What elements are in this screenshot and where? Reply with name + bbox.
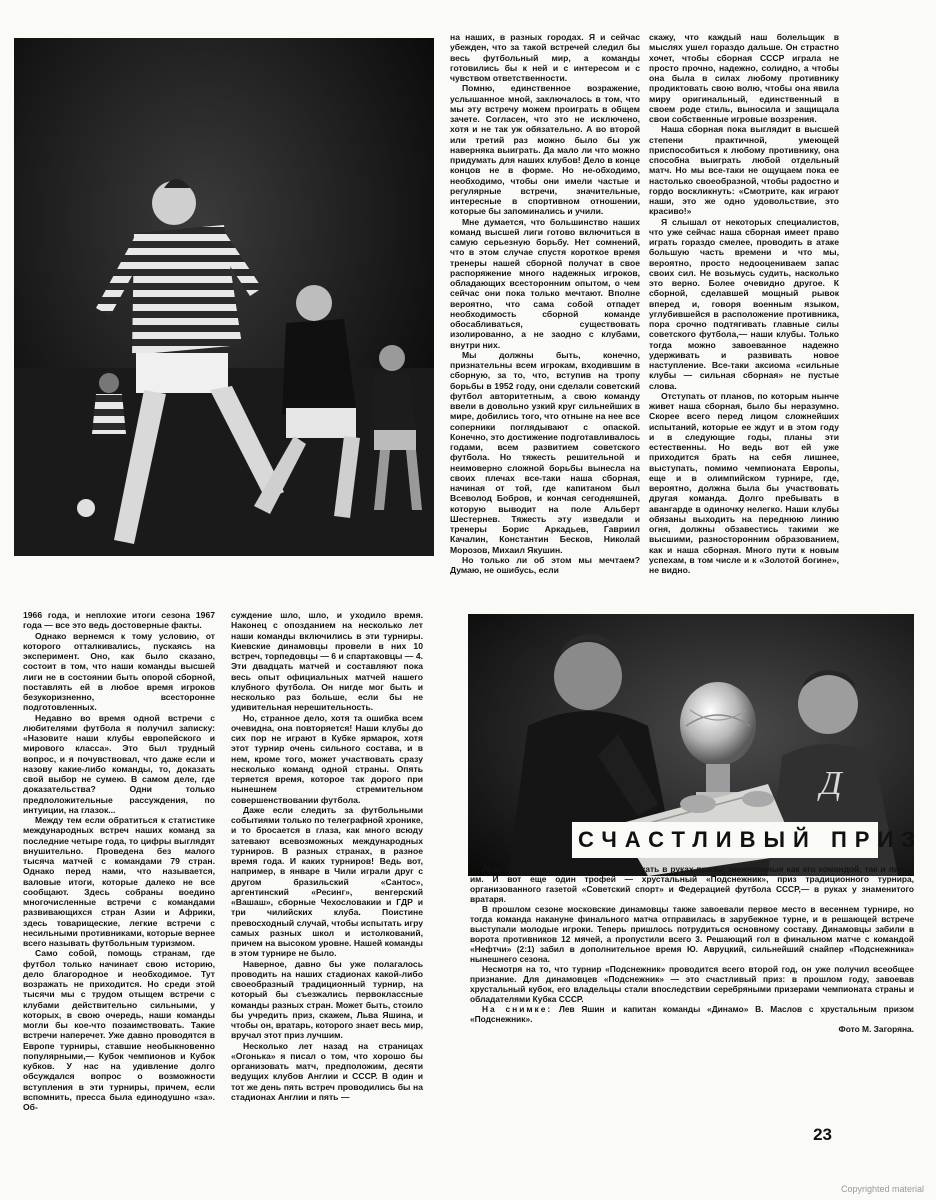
- paragraph: Несмотря на то, что турнир «Подснежник» проводится всего второй год, он уже получил всеобщее признание. Для динамовцев «Подснежник» — это счастливый приз: в прошлом году, завоевав хрустальный кубок, его владельцы стали впоследствии серебряными призерами чемпионата страны и обладателями Кубка СССР.: [470, 964, 914, 1004]
- caption-label: На снимке:: [482, 1004, 553, 1014]
- paragraph: Само собой, помощь странам, где футбол только начинает свою историю, дело благородное и необходимое. Тут возражать не приходится. Но среди этой тысячи мы с трудом отыщем встречи с клубами действительно сильными, у которых, в свою очередь, наши команды могли бы кое-что позаимствовать. Такие встречи наперечет. Уже давно проводятся в Европе турниры, ставшие необыкновенно популярными,— Кубок чемпионов и Кубок кубков. У нас на удивление долго обсуждался вопрос о возможности вступления в эти турниры, причем, если вспомнить, пресса была единодушно «за». Об-: [23, 948, 215, 1112]
- svg-text:Д: Д: [820, 765, 842, 802]
- football-match-photo: [14, 38, 434, 556]
- paragraph: Наверное, давно бы уже полагалось проводить на наших стадионах какой-либо своеобразный традиционный турнир, на который бы съезжались первоклассные команды разных стран. Может быть, стоило бы учредить приз, скажем, Льва Яшина, и чтобы он, вратарь, которого знает весь мир, вручал этот приз лучшим.: [231, 958, 423, 1041]
- paragraph: Между тем если обратиться к статистике международных встреч наших команд за последние четыре года, то цифры выглядят внушительно. Проведена без малого тысяча матчей с командами 79 стран. Однако перед нами, что называется, валовые итоги, которые далеко не все сообщают. Здесь собраны воедино многочисленные встречи с командами развивающихся стран Азии и Африки, здесь товарищеские, легкие встречи с несильными противниками, которые вернее всего называть футбольным туризмом.: [23, 815, 215, 948]
- paragraph: Но, странное дело, хотя та ошибка всем очевидна, она повторяется! Наши клубы до сих пор не играют в Кубке ярмарок, хотя этот турнир очень сильного состава, и в нем, кроме того, может участвовать сразу несколько команд одной страны. Опять теряется время, которое так дорого при нынешнем стремительном совершенствовании футбола.: [231, 712, 423, 805]
- photo-caption: [470, 1004, 914, 1024]
- paragraph: Однако вернемся к тому условию, от которого отталкивались, пускаясь на эксперимент. Оно, как было сказано, состоит в том, что наши команды высшей лиги не в состоянии быть опорой сборной, поставлять ей в любое время игроков безукоризненно, всесторонне подготовленных.: [23, 630, 215, 713]
- paragraph: суждение шло, шло, и уходило время. Наконец с опозданием на несколько лет наши команды включились в эти турниры. Киевские динамовцы провели в них 10 встреч, торпедовцы — 6 и спартаковцы — 4. Эти двадцать матчей и составляют пока весь опыт официальных матчей нашего клубного футбола. Он нигде мог быть и несколько раз больше, если бы не удивительная нерешительность.: [231, 610, 423, 713]
- article-column-top-1: [450, 32, 640, 575]
- paragraph: Даже если следить за футбольными событиями только по телеграфной хронике, и то бросается в глаза, как много всюду затевают всевозможных международных турниров. В разных странах, в разное время года. И каких турниров! Ведь вот, например, в январе в Чили играли друг с другом бразильский «Сантос», аргентинский «Ресинг», венгерский «Вашаш», сборные Чехословакии и ГДР и три чилийских клуба. Поистине превосходный случай, чтобы испытать игру самых разных школ и истолкований, причем на высоком уровне. Нашей команды в этом турнире не было.: [231, 804, 423, 959]
- article-column-top-2: [649, 32, 839, 575]
- copyright-notice: Copyrighted material: [840, 1184, 924, 1194]
- paragraph: Мы должны быть, конечно, признательны всем игрокам, входившим в сборную, за то, что, вступив на тропу борьбы в 1952 году, они сделали советский футбол авторитетным, а свою команду ввели в довольно узкий круг сильнейших в мире, добились того, что отныне на нее все соперники поглядывают с опаской. Конечно, это достижение подготавливалось годами, всем развитием советского футбола. Но тяжесть решительной и неимоверно сложной борьбы вынесла на своих плечах все-таки наша сборная, начиная от той, где капитаном был Всеволод Бобров, и кончая сегодняшней, которую выводит на поле Альберт Шестернев. Тяжесть эту изведали и тренеры Борис Аркадьев, Гавриил Качалин, Константин Бесков, Николай Морозов, Михаил Якушин.: [450, 349, 640, 555]
- paragraph: 1966 года, и неплохие итоги сезона 1967 года — все это ведь достоверные факты.: [23, 610, 215, 631]
- feature-headline: СЧАСТЛИВЫЙ ПРИЗ: [572, 822, 878, 858]
- paragraph: Наша сборная пока выглядит в высшей степени практичной, умеющей приспособиться к любому противнику, она способна выиграть любой отдельный матч. Но мы все-таки не ощущаем пока ее настолько своеобразной, чтобы радостно и гордо воскликнуть: «Смотрите, как играют наши, это же одно удовольствие, это красиво!»: [649, 124, 839, 217]
- paragraph: Я слышал от некоторых специалистов, что уже сейчас наша сборная имеет право играть гораздо смелее, проводить в атаке большую часть времени и что мы, вероятно, просто недооцениваем запас своих сил. Не возьмусь судить, насколько это верно. Более очевидно другое. К сборной, сделавшей мощный рывок вперед и, говоря военным языком, углубившейся в расположение противника, пора срочно подтягивать главные силы советского футбола,— наши клубы. Только тогда можно завоеванное надежно удерживать и развивать новое наступление. Все-таки аксиома «сильные клубы — сильная сборная» не пустые слова.: [649, 216, 839, 391]
- paragraph: Отступать от планов, по которым нынче живет наша сборная, было бы неразумно. Скорее всего перед лицом сложнейших испытаний, которые ее ждут и в этом году и в следующие годы, планы эти естественны. Но ведь вот ей уже приходится брать на себя лишнее, выступать, помимо чемпионата Европы, еще и в олимпийском турнире, где, вероятно, должна была бы участвовать другая команда. Долго пребывать в авангарде в одиночку нелегко. Наши клубы обязаны выходить на переднюю линию огня, должны обзавестись такими же высшими, разносторонним образованием, как и наша сборная. Много пути к новым успехам, в том числе и к «Золотой богине», не видно.: [649, 390, 839, 575]
- paragraph: скажу, что каждый наш болельщик в мыслях ушел гораздо дальше. Он страстно хочет, чтобы сборная СССР играла не просто прочно, надежно, солидно, а чтобы она была в силах любому противнику продиктовать свою волю, чтобы она явила миру оригинальный, единственный в своем роде стиль, выносила и защищала свои собственные игровые воззрения.: [649, 32, 839, 124]
- paragraph: Помню, единственное возражение, услышанное мной, заключалось в том, что мы эту встречу можем проиграть в общем зачете. Согласен, что это не исключено, хотя и не так уж обязательно. А во второй или третий раз можно было бы уж наверняка выиграть. Да мало ли что можно придумать для наших клубов! Дело в конце концов не в форме. Но не-обходимо, необходимо, чтобы они имели частые и регулярные встречи, значительные, интересные в спортивном отношении, которые бы запоминались и учили.: [450, 83, 640, 217]
- paragraph: Несколько лет назад на страницах «Огонька» я писал о том, что хорошо бы организовать матч, предположим, десяти ведущих клубов Англии и СССР. В один и тот же день пять встреч проводились бы на стадионах Англии и пять —: [231, 1040, 423, 1102]
- page-number: 23: [813, 1125, 832, 1144]
- paragraph: на наших, в разных городах. Я и сейчас убежден, что за такой встречей следил бы весь футбольный мир, а команды готовились бы к ней и с интересом и с чувством ответственности.: [450, 32, 640, 83]
- article-column-bottom-1: [23, 610, 215, 1140]
- article-column-bottom-2: [231, 610, 423, 1140]
- photo-credit: Фото М. Загоряна.: [838, 1024, 914, 1034]
- paragraph: Льву Яшину не раз приходилось держать в руках призы, завоеванные как его командой, так и лично им. И вот еще один трофей — хрустальный «Подснежник», приз традиционного турнира, организованного газетой «Советский спорт» и Федерацией футбола СССР,— в руках у знаменитого вратаря.: [470, 864, 914, 904]
- feature-text: [470, 864, 914, 1094]
- paragraph: В прошлом сезоне московские динамовцы также завоевали первое место в весеннем турнире, но тогда команда накануне финального матча отправилась в зарубежное турне, и в решающей встрече выступали молодые игроки. Теперь пришлось потрудиться основному составу. Динамовцы забили в ворота противников 12 мячей, а пропустили всего 3. Решающий гол в финальном матче с командой «Нефтчи» (2:1) забил в дополнительное время Ю. Авруцкий, сильнейший снайпер «Подснежника» нынешнего сезона.: [470, 904, 914, 964]
- paragraph: Недавно во время одной встречи с любителями футбола я получил записку: «Назовите наши клубы европейского и мирового класса». Это был трудный вопрос, и я почувствовал, что даже если и назову какие-либо команды, то, доказать свой выбор не сумею. В самом деле, где доказательства? Одни только предположительные рассуждения, по интуиции, на глазок...: [23, 712, 215, 815]
- caption-text: Лев Яшин и капитан команды «Динамо» В. Маслов с хрустальным призом «Подснежник».: [470, 1004, 914, 1024]
- paragraph: Мне думается, что большинство наших команд высшей лиги готово включиться в самую серьезную борьбу. Нет сомнений, что в этом случае спустя короткое время тренеры нашей сборной получат в свое распоряжение много надежных игроков, обладающих всесторонним опытом, о чем сейчас они пока только мечтают. Вполне вероятно, что сама собой отпадет необходимость сборной команде обосабливаться, существовать изолированно, а не заодно с клубами, внутри них.: [450, 216, 640, 350]
- paragraph: Но только ли об этом мы мечтаем? Думаю, не ошибусь, если: [450, 554, 640, 575]
